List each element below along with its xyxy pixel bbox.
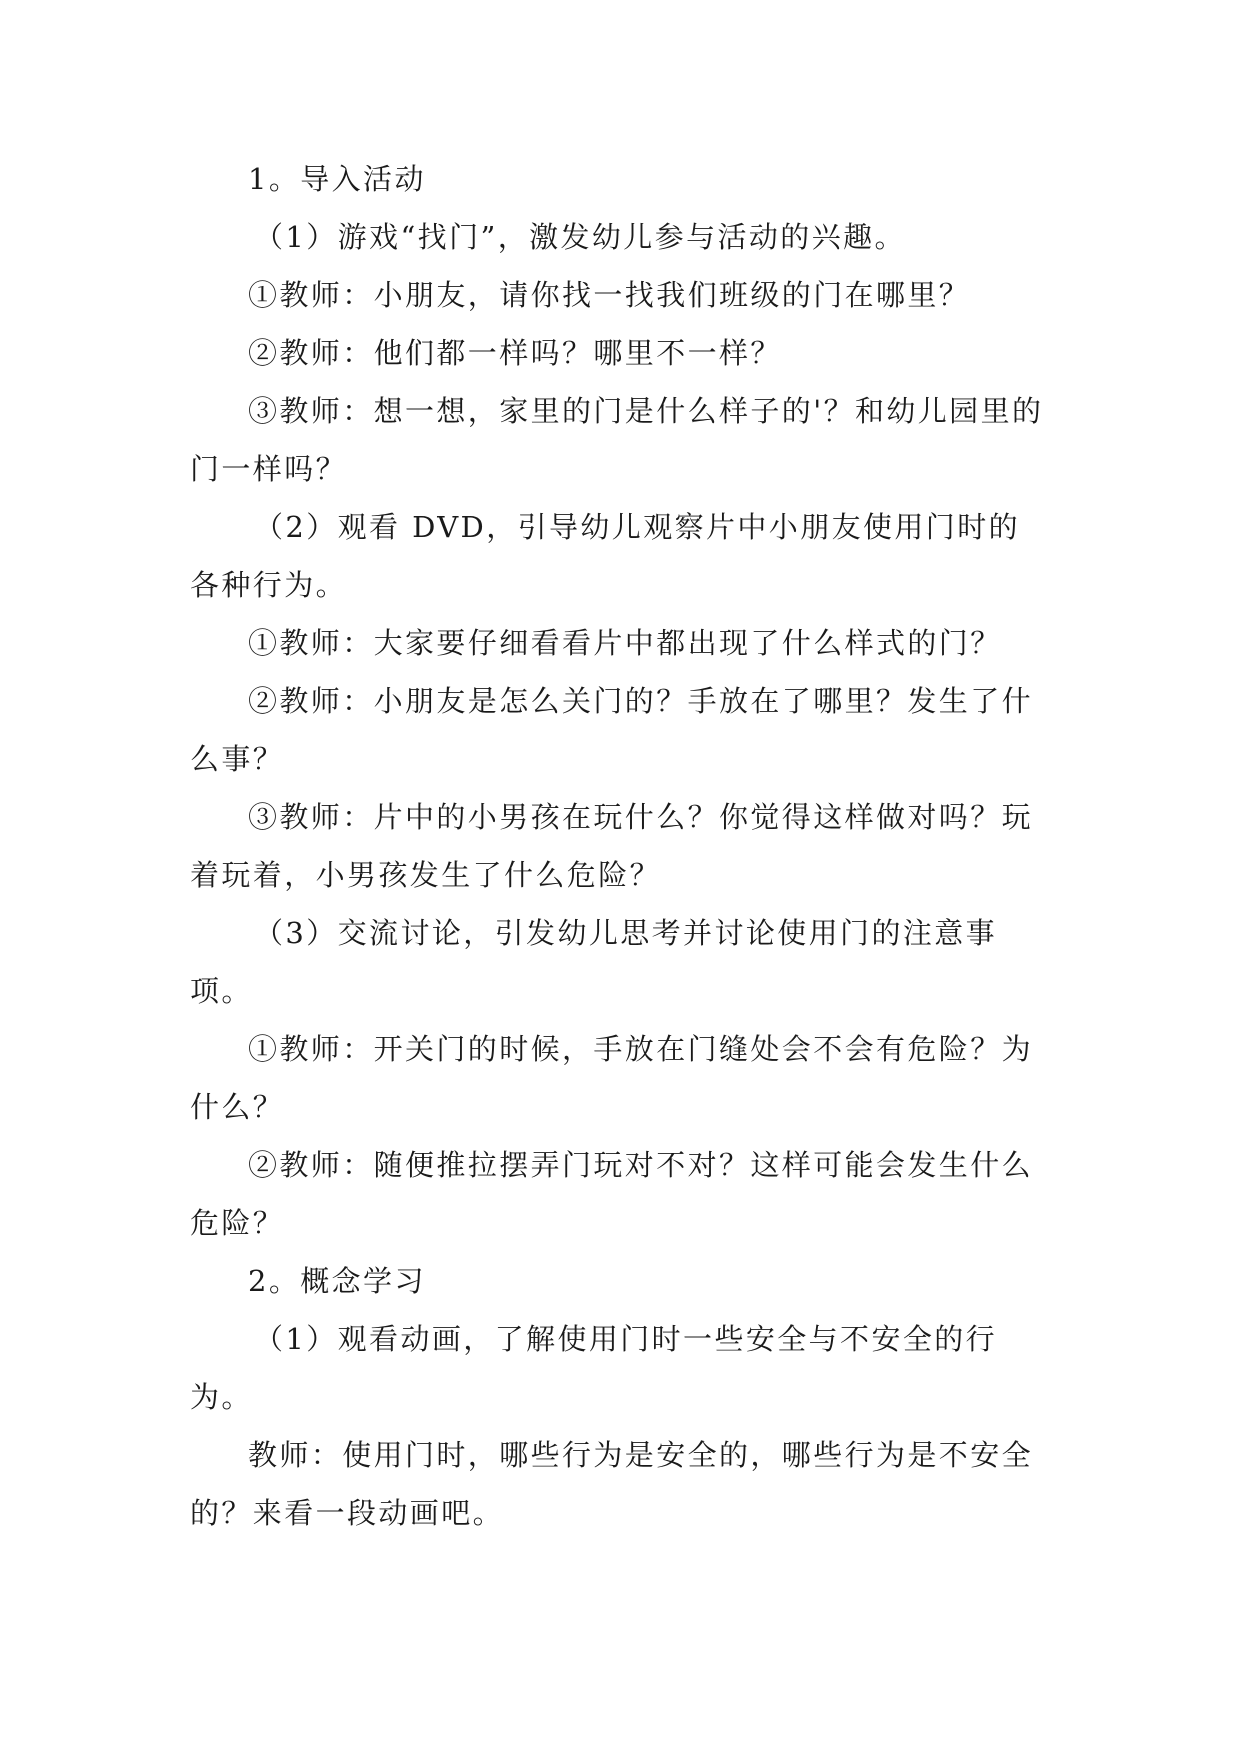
paragraph-discussion-q2: ②教师：随便推拉摆弄门玩对不对？这样可能会发生什么危险？ <box>190 1148 1034 1240</box>
paragraph-game-find-door: （1）游戏“找门”，激发幼儿参与活动的兴趣。 <box>254 220 906 254</box>
section-heading-intro: 1。导入活动 <box>248 162 426 196</box>
paragraph-dvd-q3: ③教师：片中的小男孩在玩什么？你觉得这样做对吗？玩着玩着，小男孩发生了什么危险？ <box>190 800 1034 892</box>
paragraph-discussion: （3）交流讨论，引发幼儿思考并讨论使用门的注意事项。 <box>190 916 998 1008</box>
paragraph-teacher-q2: ②教师：他们都一样吗？哪里不一样？ <box>248 336 782 370</box>
paragraph-dvd-q2: ②教师：小朋友是怎么关门的？手放在了哪里？发生了什么事？ <box>190 684 1034 776</box>
paragraph-teacher-q3: ③教师：想一想，家里的门是什么样子的'？和幼儿园里的门一样吗？ <box>190 394 1044 486</box>
paragraph-dvd-q1: ①教师：大家要仔细看看片中都出现了什么样式的门？ <box>248 626 1002 660</box>
paragraph-discussion-q1: ①教师：开关门的时候，手放在门缝处会不会有危险？为什么？ <box>190 1032 1034 1124</box>
paragraph-teacher-q1: ①教师：小朋友，请你找一找我们班级的门在哪里？ <box>248 278 971 312</box>
paragraph-animation-q: 教师：使用门时，哪些行为是安全的，哪些行为是不安全的？来看一段动画吧。 <box>190 1438 1034 1530</box>
section-heading-concept: 2。概念学习 <box>248 1264 426 1298</box>
document-body <box>190 150 1050 1542</box>
paragraph-watch-animation: （1）观看动画，了解使用门时一些安全与不安全的行为。 <box>190 1322 998 1414</box>
paragraph-watch-dvd: （2）观看 DVD，引导幼儿观察片中小朋友使用门时的各种行为。 <box>190 510 1021 602</box>
